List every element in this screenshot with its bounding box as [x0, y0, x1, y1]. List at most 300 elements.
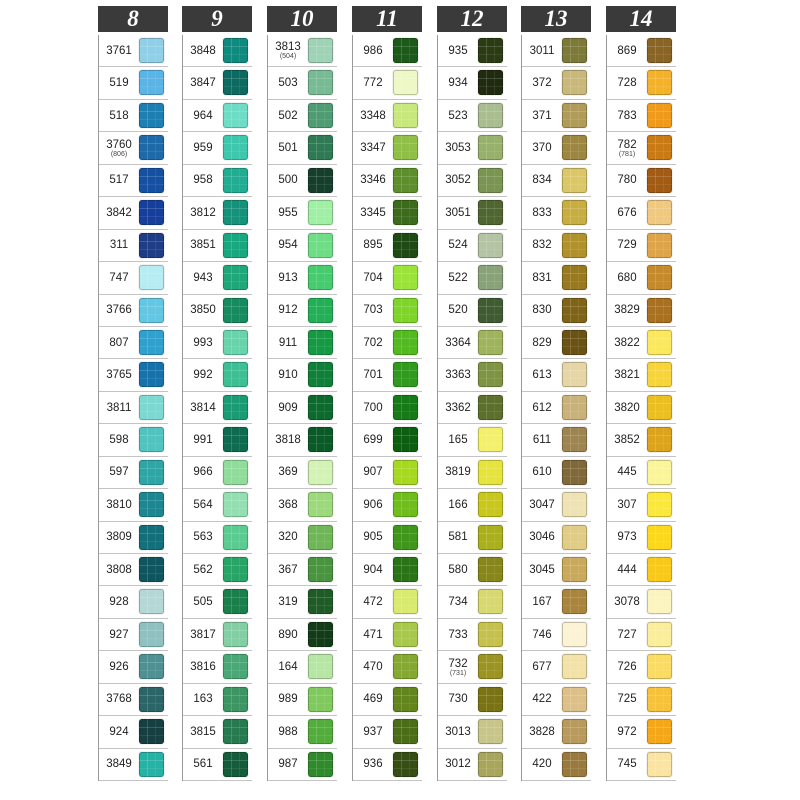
color-swatch — [478, 719, 503, 744]
color-row — [353, 230, 422, 262]
color-swatch — [393, 362, 418, 387]
color-code — [355, 554, 391, 585]
color-swatch — [478, 752, 503, 777]
color-swatch — [647, 330, 672, 355]
color-row — [183, 295, 252, 327]
color-row — [99, 392, 168, 424]
color-swatch — [139, 427, 164, 452]
color-row — [183, 67, 252, 99]
color-code — [440, 554, 476, 585]
color-swatch — [308, 362, 333, 387]
color-code-number: 444 — [617, 563, 637, 576]
color-code-number: 3813 — [275, 41, 301, 54]
color-row — [353, 197, 422, 229]
color-code-number: 909 — [278, 401, 298, 414]
color-code-number: 307 — [617, 498, 637, 511]
color-code — [270, 522, 306, 553]
color-swatch — [647, 38, 672, 63]
color-code — [355, 132, 391, 163]
color-code-number: 612 — [532, 401, 552, 414]
color-swatch — [223, 719, 248, 744]
color-swatch — [139, 589, 164, 614]
color-swatch — [478, 233, 503, 258]
color-row — [353, 295, 422, 327]
color-row-list — [521, 35, 591, 781]
color-swatch — [562, 525, 587, 550]
color-row — [522, 619, 591, 651]
color-code-number: 167 — [532, 596, 552, 609]
color-code-number: 372 — [532, 77, 552, 90]
color-swatch — [393, 233, 418, 258]
color-swatch — [562, 265, 587, 290]
color-row — [607, 716, 676, 748]
color-swatch — [308, 395, 333, 420]
color-code-number: 472 — [363, 596, 383, 609]
color-code — [101, 457, 137, 488]
color-row — [353, 457, 422, 489]
color-row — [268, 586, 337, 618]
color-code — [609, 197, 645, 228]
color-row — [99, 230, 168, 262]
color-code-number: 563 — [193, 531, 213, 544]
color-swatch — [562, 233, 587, 258]
color-code — [185, 749, 221, 780]
color-swatch — [308, 200, 333, 225]
color-row — [353, 651, 422, 683]
color-swatch — [647, 525, 672, 550]
color-code-number: 927 — [109, 628, 129, 641]
color-swatch — [223, 362, 248, 387]
color-code — [355, 295, 391, 326]
color-row — [353, 619, 422, 651]
color-code — [440, 35, 476, 66]
color-code — [524, 457, 560, 488]
color-swatch — [478, 492, 503, 517]
color-code — [101, 619, 137, 650]
color-swatch — [308, 103, 333, 128]
color-code — [440, 392, 476, 423]
color-code-number: 834 — [532, 174, 552, 187]
color-row — [268, 749, 337, 781]
color-code — [101, 262, 137, 293]
color-row — [438, 586, 507, 618]
color-code — [609, 67, 645, 98]
color-code — [609, 295, 645, 326]
color-row — [353, 522, 422, 554]
color-code — [609, 230, 645, 261]
color-code — [440, 749, 476, 780]
color-code-number: 907 — [363, 466, 383, 479]
color-row — [353, 359, 422, 391]
color-code — [524, 716, 560, 747]
color-code-number: 3013 — [445, 725, 471, 738]
color-row — [438, 554, 507, 586]
color-code — [355, 35, 391, 66]
color-swatch — [478, 70, 503, 95]
color-swatch — [647, 200, 672, 225]
color-code-number: 371 — [532, 109, 552, 122]
color-row — [522, 327, 591, 359]
column-number-header: 10 — [267, 6, 337, 32]
color-code — [609, 586, 645, 617]
color-code-number: 699 — [363, 433, 383, 446]
color-swatch — [223, 622, 248, 647]
color-row-list — [352, 35, 422, 781]
color-code-number: 3051 — [445, 206, 471, 219]
color-code — [524, 67, 560, 98]
color-code-number: 934 — [448, 77, 468, 90]
color-code-number: 733 — [448, 628, 468, 641]
color-swatch — [308, 70, 333, 95]
color-swatch — [308, 460, 333, 485]
color-code — [101, 67, 137, 98]
color-row — [438, 457, 507, 489]
color-code — [270, 100, 306, 131]
color-row — [99, 100, 168, 132]
color-code — [440, 165, 476, 196]
color-code-number: 906 — [363, 498, 383, 511]
color-code-number: 3829 — [614, 304, 640, 317]
color-row — [438, 392, 507, 424]
color-code-number: 3768 — [106, 693, 132, 706]
color-code — [101, 132, 137, 163]
color-swatch — [223, 330, 248, 355]
color-row — [353, 554, 422, 586]
color-code-number: 3809 — [106, 531, 132, 544]
color-swatch — [393, 103, 418, 128]
color-swatch — [223, 135, 248, 160]
color-code-number: 869 — [617, 44, 637, 57]
color-row — [522, 684, 591, 716]
color-code-number: 370 — [532, 142, 552, 155]
color-code — [440, 489, 476, 520]
color-code-number: 943 — [193, 271, 213, 284]
color-code — [440, 457, 476, 488]
color-row — [607, 197, 676, 229]
color-swatch — [393, 265, 418, 290]
color-code-number: 3818 — [275, 433, 301, 446]
color-row — [438, 100, 507, 132]
color-code — [440, 132, 476, 163]
color-swatch — [139, 265, 164, 290]
color-code — [355, 457, 391, 488]
color-swatch — [562, 135, 587, 160]
color-swatch — [308, 687, 333, 712]
color-code — [101, 684, 137, 715]
color-code — [609, 489, 645, 520]
color-code — [524, 132, 560, 163]
color-code-number: 830 — [532, 304, 552, 317]
color-row — [353, 100, 422, 132]
color-swatch — [562, 362, 587, 387]
column-number-header: 9 — [182, 6, 252, 32]
color-row — [607, 684, 676, 716]
color-swatch — [308, 654, 333, 679]
color-code — [185, 197, 221, 228]
color-code — [270, 619, 306, 650]
color-swatch — [562, 38, 587, 63]
color-swatch — [393, 719, 418, 744]
color-code — [270, 359, 306, 390]
color-row — [268, 424, 337, 456]
color-swatch — [223, 103, 248, 128]
color-swatch — [393, 298, 418, 323]
color-code — [524, 165, 560, 196]
color-code-number: 895 — [363, 239, 383, 252]
color-swatch — [562, 395, 587, 420]
color-row — [353, 35, 422, 67]
color-swatch — [308, 589, 333, 614]
color-code — [609, 749, 645, 780]
color-row — [268, 392, 337, 424]
color-swatch — [393, 492, 418, 517]
color-swatch — [478, 654, 503, 679]
color-swatch — [562, 654, 587, 679]
color-code-number: 3812 — [190, 206, 216, 219]
color-row — [183, 586, 252, 618]
color-code — [524, 359, 560, 390]
color-code — [185, 295, 221, 326]
color-row — [99, 522, 168, 554]
color-code-number: 677 — [532, 661, 552, 674]
color-code-number: 912 — [278, 304, 298, 317]
color-code-number: 725 — [617, 693, 637, 706]
color-swatch — [223, 752, 248, 777]
color-swatch — [562, 330, 587, 355]
color-swatch — [308, 525, 333, 550]
color-swatch — [647, 492, 672, 517]
color-row — [522, 716, 591, 748]
color-code-number: 987 — [278, 758, 298, 771]
color-code — [355, 165, 391, 196]
color-code — [185, 457, 221, 488]
color-row — [99, 651, 168, 683]
color-code-number: 966 — [193, 466, 213, 479]
color-row — [183, 392, 252, 424]
color-code — [101, 554, 137, 585]
color-code — [524, 684, 560, 715]
color-code — [270, 749, 306, 780]
color-swatch — [223, 233, 248, 258]
color-swatch — [139, 687, 164, 712]
color-row — [438, 424, 507, 456]
color-code — [440, 327, 476, 358]
color-code-number: 3766 — [106, 304, 132, 317]
color-row — [607, 262, 676, 294]
color-row — [183, 457, 252, 489]
color-swatch — [562, 589, 587, 614]
color-code-number: 469 — [363, 693, 383, 706]
color-code — [524, 651, 560, 682]
color-row — [99, 457, 168, 489]
color-code — [270, 457, 306, 488]
color-row-list — [98, 35, 168, 781]
color-row — [438, 489, 507, 521]
color-code — [524, 262, 560, 293]
color-row — [438, 619, 507, 651]
color-code-number: 964 — [193, 109, 213, 122]
color-code-number: 503 — [278, 77, 298, 90]
color-row — [99, 165, 168, 197]
column-number-header: 14 — [606, 6, 676, 32]
color-row — [99, 424, 168, 456]
color-code-number: 611 — [532, 433, 552, 446]
color-code — [355, 392, 391, 423]
color-swatch — [478, 135, 503, 160]
color-row — [183, 619, 252, 651]
color-column-9 — [182, 6, 252, 781]
color-row — [522, 100, 591, 132]
color-code-number: 3814 — [190, 401, 216, 414]
color-code — [355, 424, 391, 455]
color-swatch — [478, 460, 503, 485]
color-row — [353, 489, 422, 521]
color-code-number: 3364 — [445, 336, 471, 349]
color-code-number: 3808 — [106, 563, 132, 576]
color-row — [353, 327, 422, 359]
color-row — [268, 295, 337, 327]
color-row — [607, 749, 676, 781]
color-row — [438, 359, 507, 391]
color-row — [353, 392, 422, 424]
color-swatch — [393, 38, 418, 63]
color-code-number: 581 — [448, 531, 468, 544]
color-code — [270, 684, 306, 715]
color-swatch — [393, 427, 418, 452]
color-swatch — [223, 395, 248, 420]
color-row-list — [437, 35, 507, 781]
color-row — [438, 651, 507, 683]
color-row — [522, 392, 591, 424]
color-row — [268, 67, 337, 99]
color-swatch — [562, 557, 587, 582]
color-swatch — [223, 70, 248, 95]
color-code — [524, 554, 560, 585]
color-code-number: 702 — [363, 336, 383, 349]
color-code — [270, 35, 306, 66]
color-code-number: 3052 — [445, 174, 471, 187]
color-code — [270, 67, 306, 98]
color-swatch — [308, 752, 333, 777]
color-code-number: 3346 — [360, 174, 386, 187]
color-row — [607, 165, 676, 197]
color-swatch — [393, 70, 418, 95]
color-code-number: 165 — [448, 433, 468, 446]
color-code-number: 3012 — [445, 758, 471, 771]
color-code-number: 561 — [193, 758, 213, 771]
color-swatch — [647, 168, 672, 193]
color-code-number: 676 — [617, 206, 637, 219]
color-code-number: 3848 — [190, 44, 216, 57]
color-code-number: 3842 — [106, 206, 132, 219]
color-code — [524, 197, 560, 228]
color-row — [268, 457, 337, 489]
color-code-number: 3362 — [445, 401, 471, 414]
color-code-number: 3760 — [106, 138, 132, 151]
color-code — [355, 359, 391, 390]
color-code-number: 831 — [532, 271, 552, 284]
color-swatch — [139, 395, 164, 420]
color-row — [268, 359, 337, 391]
color-swatch — [393, 589, 418, 614]
color-row — [607, 230, 676, 262]
color-row-list — [267, 35, 337, 781]
color-code-number: 3816 — [190, 661, 216, 674]
color-code — [524, 35, 560, 66]
color-row — [438, 522, 507, 554]
color-code-number: 517 — [109, 174, 129, 187]
color-row — [99, 67, 168, 99]
color-row — [353, 749, 422, 781]
color-code — [440, 100, 476, 131]
color-code — [440, 230, 476, 261]
color-row — [183, 262, 252, 294]
color-code-number: 3345 — [360, 206, 386, 219]
color-swatch — [308, 38, 333, 63]
color-code — [185, 67, 221, 98]
color-code — [609, 165, 645, 196]
color-swatch — [223, 265, 248, 290]
color-code — [609, 554, 645, 585]
color-row — [607, 619, 676, 651]
color-code-number: 807 — [109, 336, 129, 349]
color-swatch — [308, 492, 333, 517]
column-number-header: 13 — [521, 6, 591, 32]
color-row — [607, 359, 676, 391]
color-row — [522, 197, 591, 229]
column-number-header: 8 — [98, 6, 168, 32]
color-column-12 — [437, 6, 507, 781]
color-swatch — [139, 298, 164, 323]
color-row — [438, 684, 507, 716]
color-code-number: 3817 — [190, 628, 216, 641]
color-code-number: 164 — [278, 661, 298, 674]
color-code — [185, 489, 221, 520]
color-code — [101, 651, 137, 682]
color-swatch — [139, 752, 164, 777]
color-code — [185, 716, 221, 747]
color-code — [355, 749, 391, 780]
color-code — [270, 165, 306, 196]
color-code-number: 833 — [532, 206, 552, 219]
color-code — [270, 392, 306, 423]
color-code-number: 613 — [532, 369, 552, 382]
color-code — [355, 100, 391, 131]
color-code — [270, 132, 306, 163]
color-code-number: 955 — [278, 206, 298, 219]
color-code-number: 518 — [109, 109, 129, 122]
color-code — [270, 230, 306, 261]
color-code — [270, 651, 306, 682]
color-swatch — [478, 395, 503, 420]
color-code — [185, 522, 221, 553]
color-row — [183, 197, 252, 229]
color-code — [270, 554, 306, 585]
color-code-number: 832 — [532, 239, 552, 252]
color-code-number: 972 — [617, 725, 637, 738]
color-swatch — [139, 719, 164, 744]
color-code-number: 3815 — [190, 725, 216, 738]
color-code-number: 3811 — [106, 401, 132, 414]
color-swatch — [478, 362, 503, 387]
color-swatch — [139, 460, 164, 485]
color-swatch — [139, 525, 164, 550]
color-swatch — [478, 168, 503, 193]
color-row — [183, 749, 252, 781]
color-swatch — [647, 719, 672, 744]
color-row — [522, 457, 591, 489]
color-row — [268, 684, 337, 716]
